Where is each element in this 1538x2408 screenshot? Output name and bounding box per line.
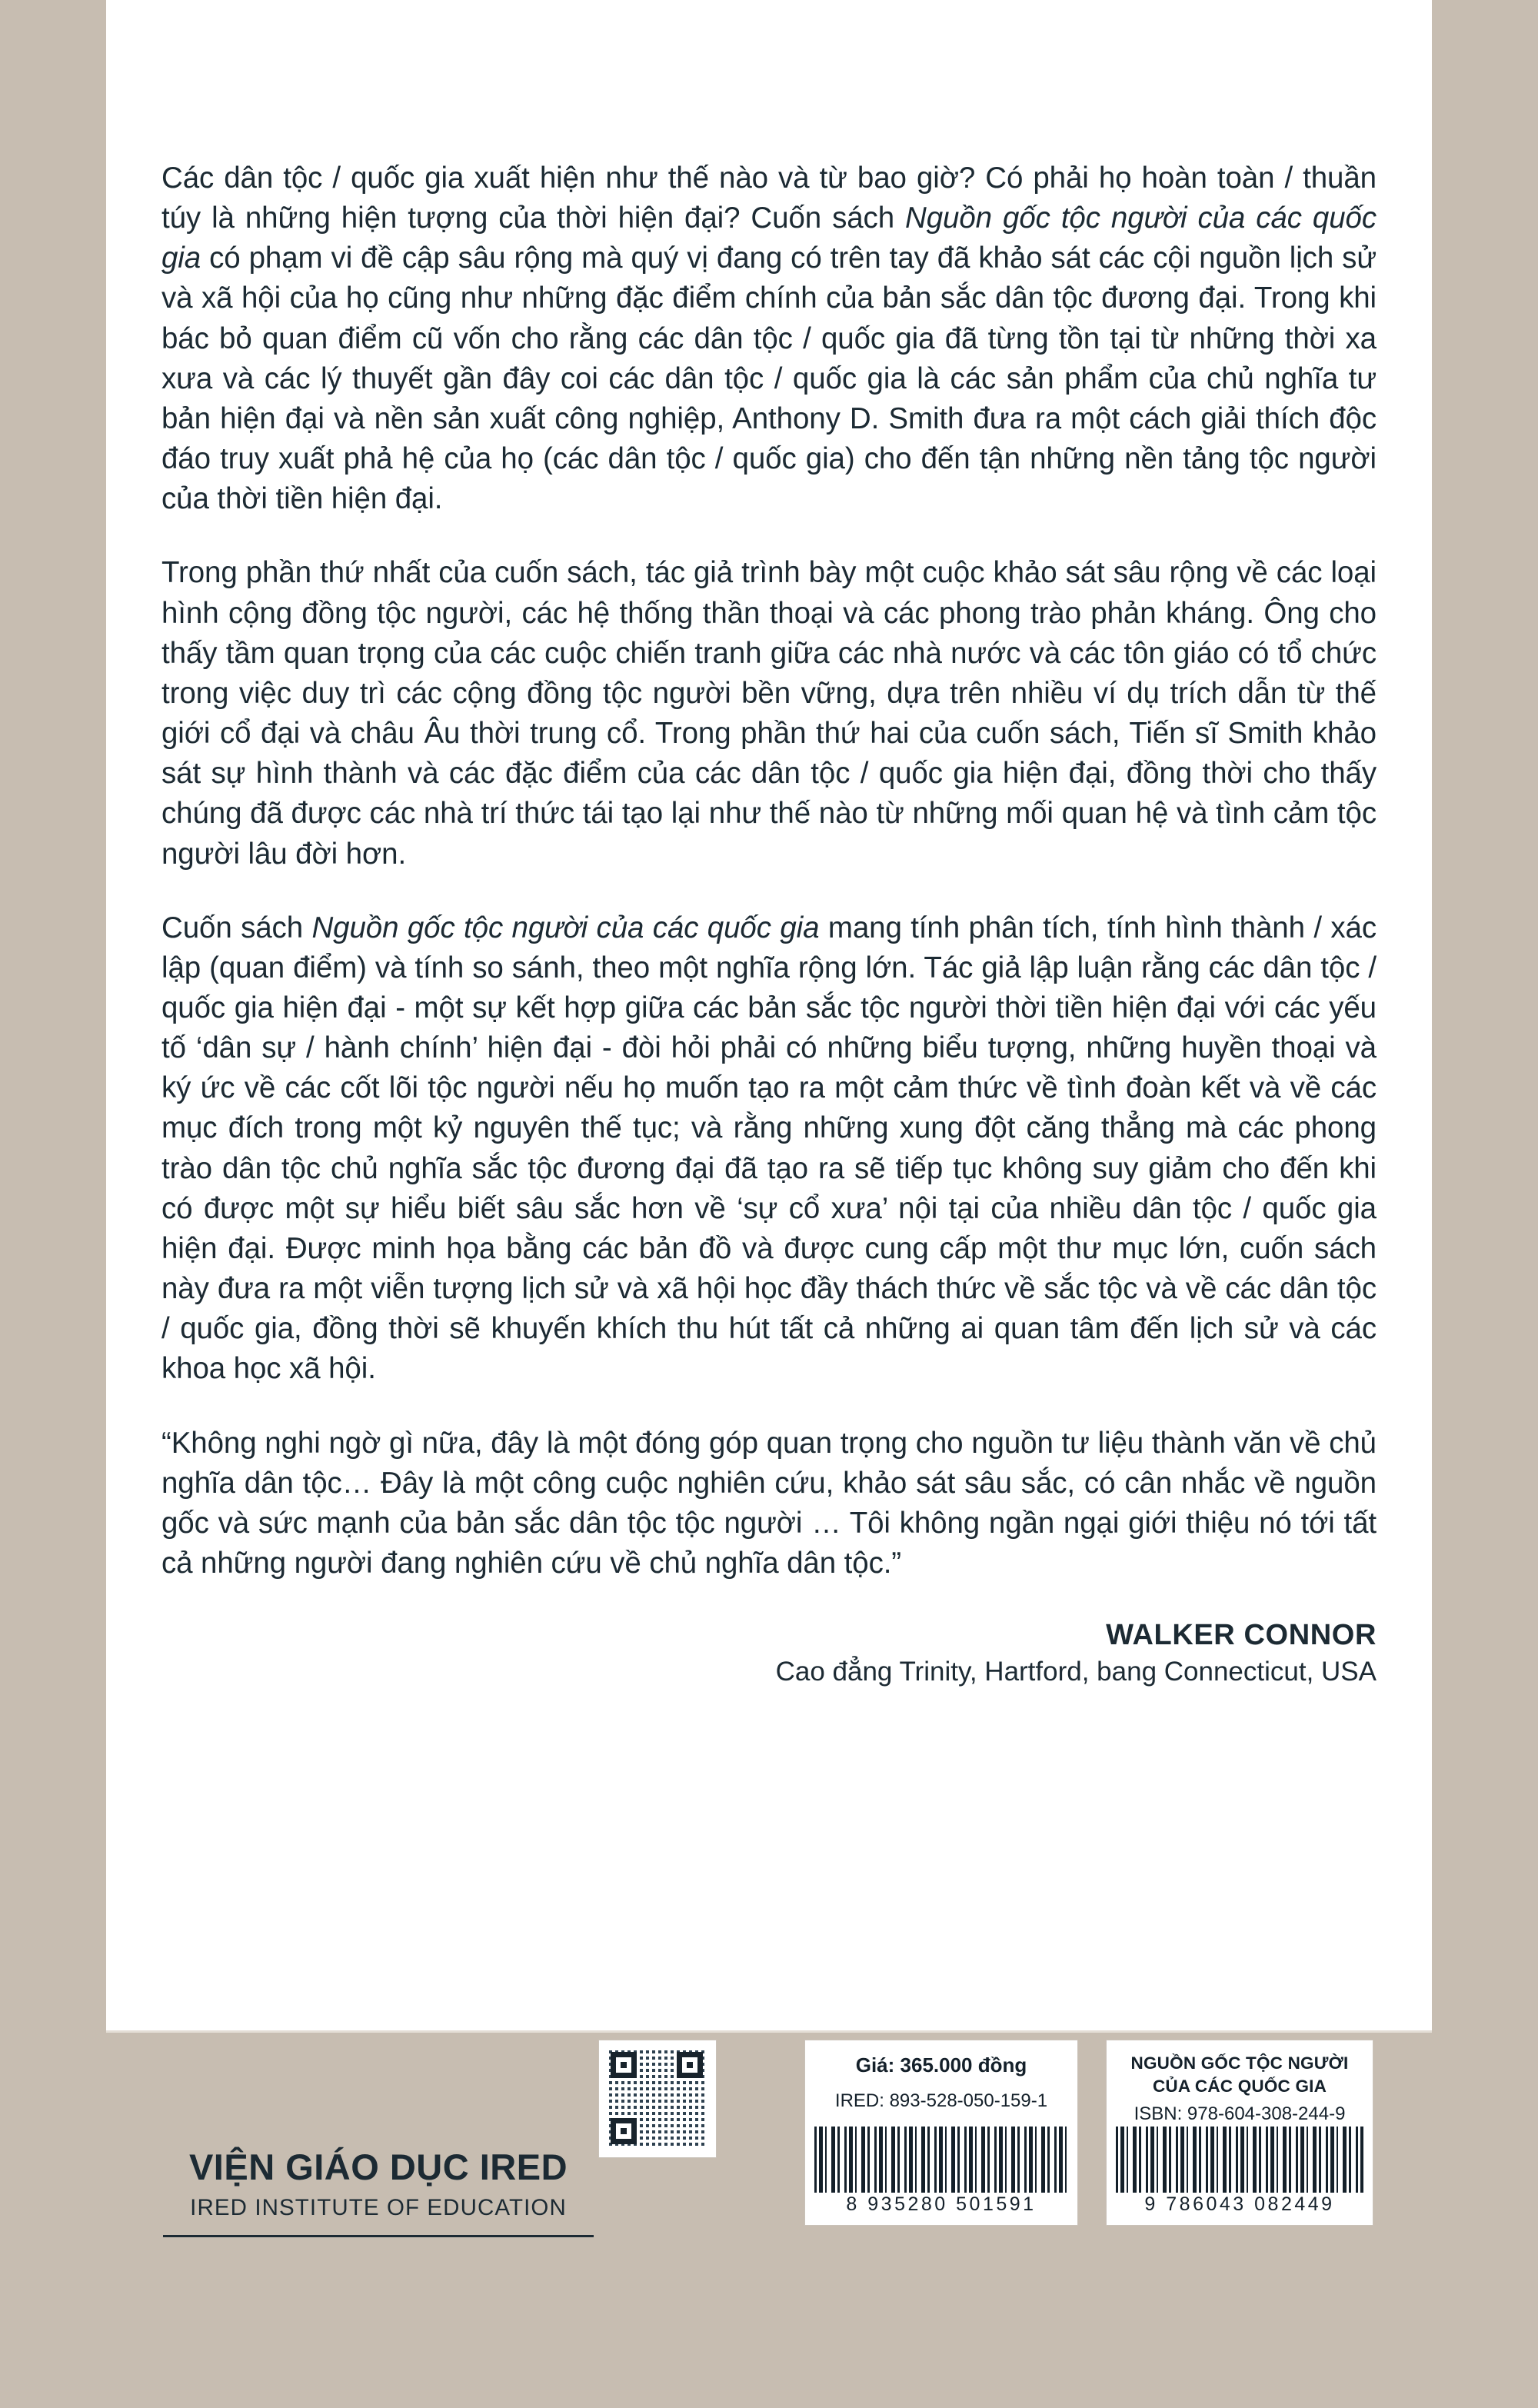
paragraph-run: mang tính phân tích, tính hình thành / xác lập (quan điểm) và tính so sánh, theo một nghĩa rộng lớn. Tác giả lập luận rằng các dân tộc / quốc gia hiện đại - một sự kết hợp giữa các bản sắc tộc người thời tiền hiện đại với các yếu tố ‘dân sự / hành chính’ hiện đại - đòi hỏi phải có những biểu tượng, những huyền thoại và ký ức về các cốt lõi tộc người nếu họ muốn tạo ra một cảm thức về tình đoàn kết và về các mục đích trong một kỷ nguyên thế tục; và rằng những xung đột căng thẳng mà các phong trào dân tộc chủ nghĩa sắc tộc đương đại đã tạo ra sẽ tiếp tục không suy giảm cho đến khi có được một sự hiểu biết sâu sắc hơn về ‘sự cổ xưa’ nội tại của nhiều dân tộc / quốc gia hiện đại. Được minh họa bằng các bản đồ và được cung cấp một thư mục lớn, cuốn sách này đưa ra một viễn tượng lịch sử và xã hội học đầy thách thức về sắc tộc và về các dân tộc / quốc gia, đồng thời sẽ khuyến khích thu hút tất cả những ai quan tâm đến lịch sử và các khoa học xã hội. xyxy=(161,911,1377,1386)
price-label: Giá: 365.000 đồng xyxy=(855,2053,1027,2077)
price-barcode-digits: 8 935280 501591 xyxy=(846,2193,1037,2215)
blurb-paragraph-1 xyxy=(161,158,1377,519)
publisher-divider xyxy=(163,2235,594,2237)
isbn-barcode-block xyxy=(1106,2040,1373,2226)
blurb-paragraph-2 xyxy=(161,553,1377,874)
endorser-name: WALKER CONNOR xyxy=(1106,1619,1377,1652)
qr-code-icon[interactable] xyxy=(609,2050,704,2146)
qr-finder-bottom-left xyxy=(611,2118,637,2144)
paragraph-run: “Không nghi ngờ gì nữa, đây là một đóng góp quan trọng cho nguồn tư liệu thành văn về chủ nghĩa dân tộc… Đây là một công cuộc nghiên cứu, khảo sát sâu sắc, có cân nhắc về nguồn gốc và sức mạnh của bản sắc dân tộc tộc người … Tôi không ngần ngại giới thiệu nó tới tất cả những người đang nghiên cứu về chủ nghĩa dân tộc.” xyxy=(161,1426,1377,1580)
book-title-italic: Nguồn gốc tộc người của các quốc gia xyxy=(311,911,820,944)
ired-code: IRED: 893-528-050-159-1 xyxy=(834,2090,1048,2111)
isbn-barcode-digits: 9 786043 082449 xyxy=(1144,2193,1335,2215)
publisher-name: VIỆN GIÁO DỤC IRED xyxy=(188,2147,568,2187)
endorsement-attribution xyxy=(161,1617,1377,1689)
endorser-affiliation: Cao đẳng Trinity, Hartford, bang Connecticut, USA xyxy=(775,1656,1377,1687)
qr-finder-top-right xyxy=(677,2052,703,2078)
blurb-paragraph-3 xyxy=(161,908,1377,1390)
endorsement-quote xyxy=(161,1424,1377,1584)
paragraph-run: Các dân tộc / quốc gia xuất hiện như thế nào và từ bao giờ? Có phải họ hoàn toàn / thuần túy là những hiện tượng của thời hiện đại? Cuốn sách xyxy=(161,162,1377,235)
publisher-subtitle: IRED INSTITUTE OF EDUCATION xyxy=(190,2195,567,2220)
publisher-logo-block xyxy=(163,2146,594,2237)
paragraph-run: Cuốn sách xyxy=(161,911,312,944)
isbn-code: ISBN: 978-604-308-244-9 xyxy=(1134,2103,1346,2125)
panel-bottom-edge xyxy=(106,2030,1432,2033)
price-barcode-bars xyxy=(814,2127,1068,2193)
blurb-text-block xyxy=(161,158,1377,1689)
paragraph-run: có phạm vi đề cập sâu rộng mà quý vị đang có trên tay đã khảo sát các cội nguồn lịch sử và xã hội của họ cũng như những đặc điểm chính của bản sắc dân tộc đương đại. Trong khi bác bỏ quan điểm cũ vốn cho rằng các dân tộc / quốc gia đã từng tồn tại từ những thời xa xưa và các lý thuyết gần đây coi các dân tộc / quốc gia là các sản phẩm của chủ nghĩa tư bản hiện đại và nền sản xuất công nghiệp, Anthony D. Smith đưa ra một cách giải thích độc đáo truy xuất phả hệ của họ (các dân tộc / quốc gia) cho đến tận những nền tảng tộc người của thời tiền hiện đại. xyxy=(161,241,1377,516)
book-title-line-2: CỦA CÁC QUỐC GIA xyxy=(1152,2077,1327,2097)
book-title-line-1: NGUỒN GỐC TỘC NGƯỜI xyxy=(1130,2053,1349,2073)
paragraph-run: Trong phần thứ nhất của cuốn sách, tác giả trình bày một cuộc khảo sát sâu rộng về các loại hình cộng đồng tộc người, các hệ thống thần thoại và các phong trào phản kháng. Ông cho thấy tầm quan trọng của các cuộc chiến tranh giữa các nhà nước và các tôn giáo có tổ chức trong việc duy trì các cộng đồng tộc người bền vững, dựa trên nhiều ví dụ trích dẫn từ thế giới cổ đại và châu Âu thời trung cổ. Trong phần thứ hai của cuốn sách, Tiến sĩ Smith khảo sát sự hình thành và các đặc điểm của các dân tộc / quốc gia hiện đại, đồng thời cho thấy chúng đã được các nhà trí thức tái tạo lại như thế nào từ những mối quan hệ và tình cảm tộc người lâu đời hơn. xyxy=(161,556,1377,871)
isbn-barcode-bars xyxy=(1116,2127,1363,2193)
book-title-italic: Nguồn gốc tộc người của các quốc gia xyxy=(161,201,1377,275)
price-barcode-block xyxy=(804,2040,1078,2226)
qr-finder-top-left xyxy=(611,2052,637,2078)
